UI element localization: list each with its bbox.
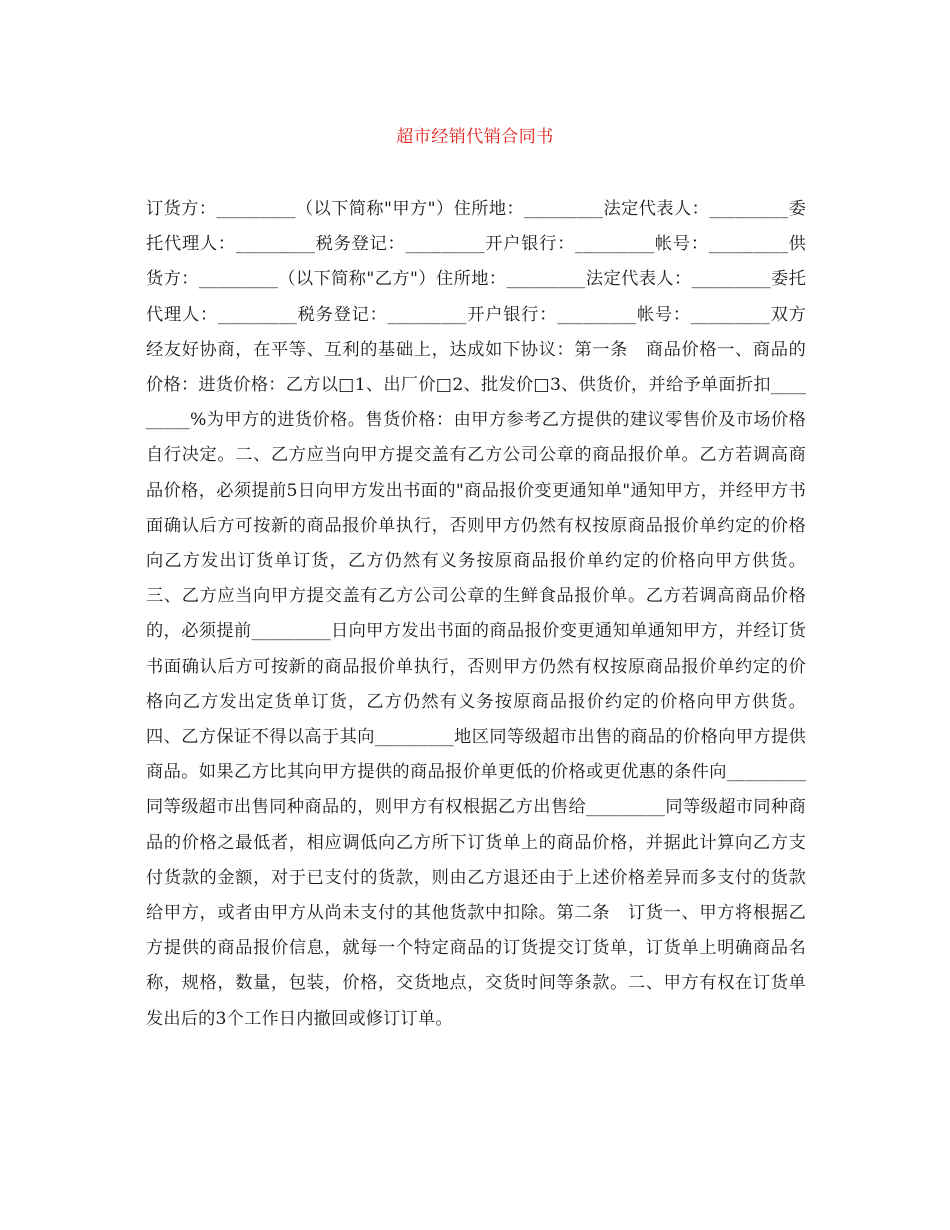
document-body: 订货方：_________（以下简称"甲方"）住所地：_________法定代表人：_________委托代理人：_________税务登记：_________开户银行：_________帐号：_________供货方：_________（以下简称"乙方"）住所地：_________法定代表人：_________委托代理人：_________税务登记：_________开户银行：_________帐号：_________双方经友好协商，在平等、互利的基础上，达成如下协议：第一条 商品价格一、商品的价格：进货价格：乙方以□1、出厂价□2、批发价□3、供货价，并给予单面折扣_________%为甲方的进货价格。售货价格：由甲方参考乙方提供的建议零售价及市场价格自行决定。二、乙方应当向甲方提交盖有乙方公司公章的商品报价单。乙方若调高商品价格，必须提前5日向甲方发出书面的"商品报价变更通知单"通知甲方，并经甲方书面确认后方可按新的商品报价单执行，否则甲方仍然有权按原商品报价单约定的价格向乙方发出订货单订货，乙方仍然有义务按原商品报价单约定的价格向甲方供货。三、乙方应当向甲方提交盖有乙方公司公章的生鲜食品报价单。乙方若调高商品价格的，必须提前_________日向甲方发出书面的商品报价变更通知单通知甲方，并经订货书面确认后方可按新的商品报价单执行，否则甲方仍然有权按原商品报价单约定的价格向乙方发出定货单订货，乙方仍然有义务按原商品报价约定的价格向甲方供货。四、乙方保证不得以高于其向_________地区同等级超市出售的商品的价格向甲方提供商品。如果乙方比其向甲方提供的商品报价单更低的价格或更优惠的条件向_________同等级超市出售同种商品的，则甲方有权根据乙方出售给_________同等级超市同种商品的价格之最低者，相应调低向乙方所下订货单上的商品价格，并据此计算向乙方支付货款的金额，对于已支付的货款，则由乙方退还由于上述价格差异而多支付的货款给甲方，或者由甲方从尚未支付的其他货款中扣除。第二条 订货一、甲方将根据乙方提供的商品报价信息，就每一个特定商品的订货提交订货单，订货单上明确商品名称，规格，数量，包装，价格，交货地点，交货时间等条款。二、甲方有权在订货单发出后的3个工作日内撤回或修订订单。 [146,199,806,1029]
document-title: 超市经销代销合同书 [396,127,554,147]
